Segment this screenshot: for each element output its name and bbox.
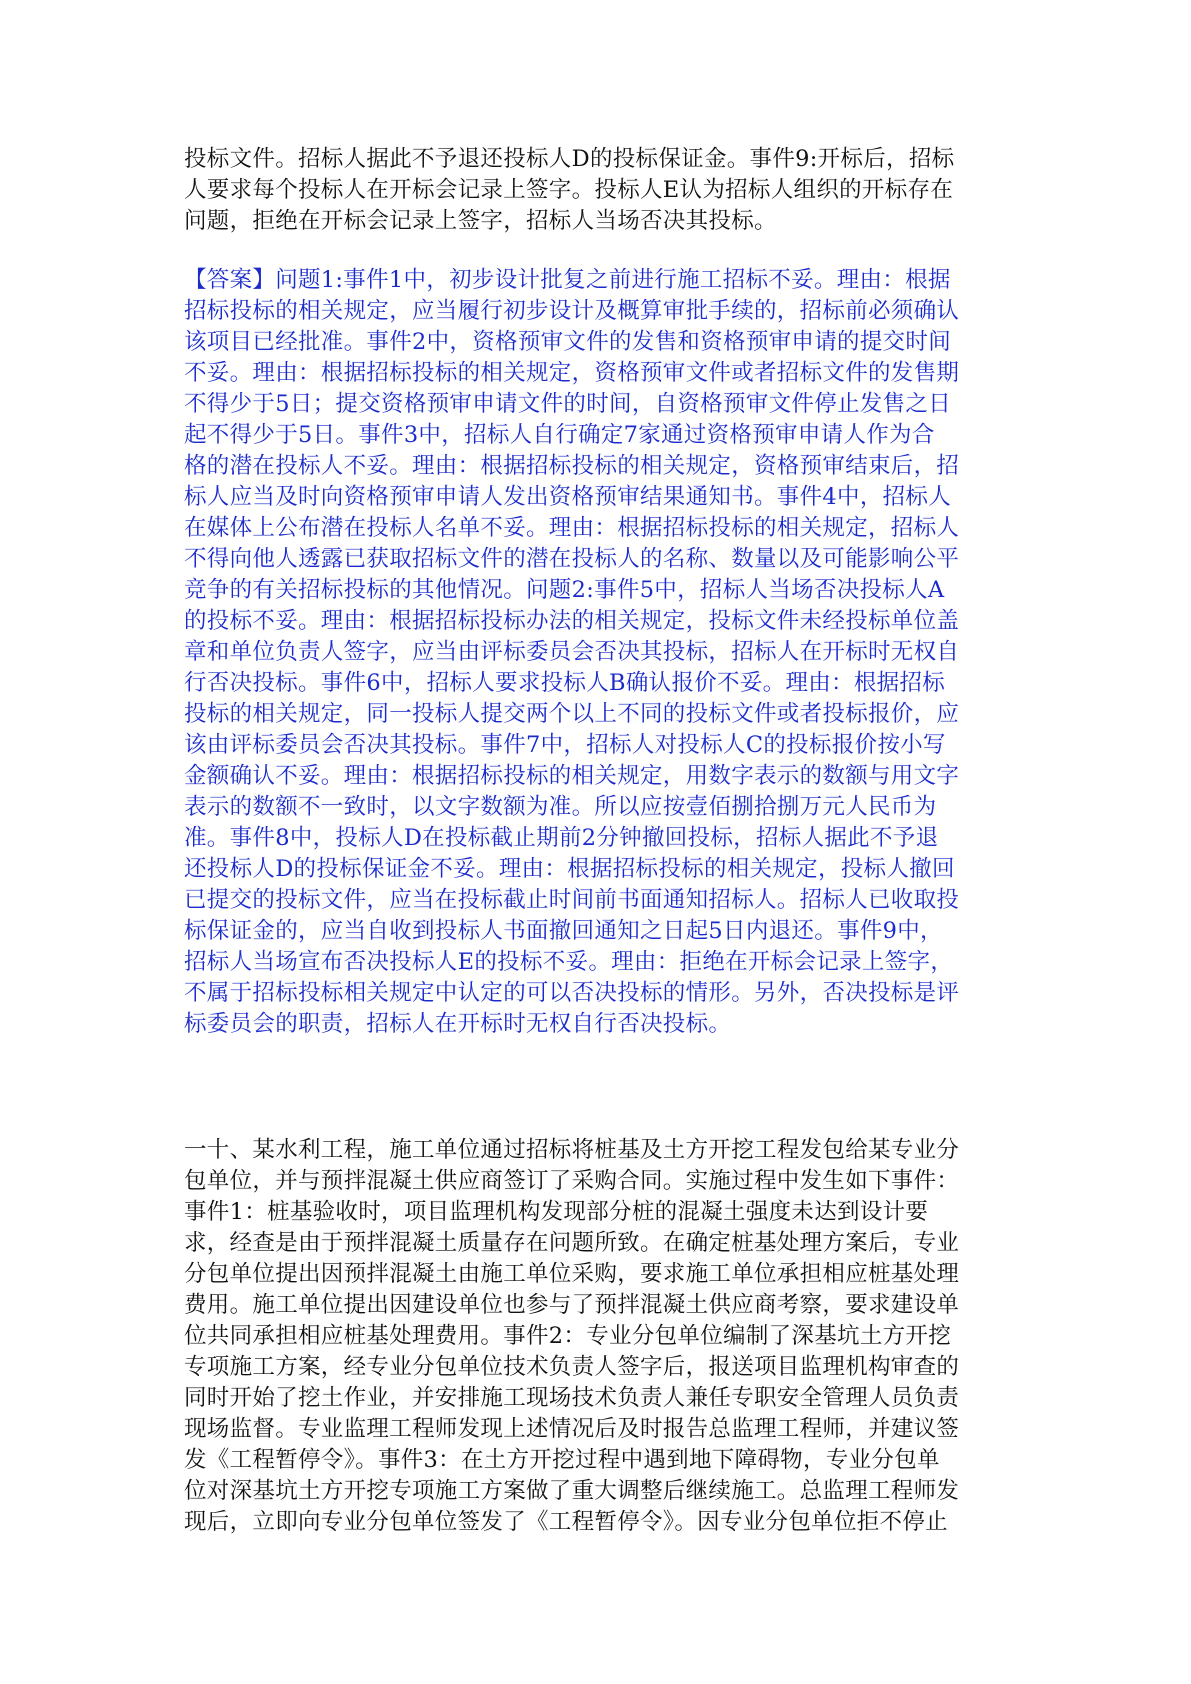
answer-paragraph [184,265,1014,1040]
answer-line: 标保证金的，应当自收到投标人书面撤回通知之日起5日内退还。事件9中， [184,918,943,944]
answer-line: 行否决投标。事件6中，招标人要求投标人B确认报价不妥。理由：根据招标 [184,670,946,696]
answer-line: 起不得少于5日。事件3中，招标人自行确定7家通过资格预审申请人作为合 [184,422,935,448]
intro-paragraph [184,144,1014,237]
answer-line: 投标的相关规定，同一投标人提交两个以上不同的投标文件或者投标报价，应 [184,701,960,727]
question-line: 分包单位提出因预拌混凝土由施工单位采购，要求施工单位承担相应桩基处理 [184,1261,960,1287]
question-line: 事件1：桩基验收时，项目监理机构发现部分桩的混凝土强度未达到设计要 [184,1199,929,1225]
answer-line: 的投标不妥。理由：根据招标投标办法的相关规定，投标文件未经投标单位盖 [184,608,960,634]
answer-line: 竞争的有关招标投标的其他情况。问题2:事件5中，招标人当场否决投标人A [184,577,945,603]
text-line: 投标文件。招标人据此不予退还投标人D的投标保证金。事件9:开标后，招标 [184,146,955,172]
answer-line: 不得向他人透露已获取招标文件的潜在投标人的名称、数量以及可能影响公平 [184,546,960,572]
question-line: 位共同承担相应桩基处理费用。事件2：专业分包单位编制了深基坑土方开挖 [184,1323,952,1349]
answer-line: 标人应当及时向资格预审申请人发出资格预审结果通知书。事件4中，招标人 [184,484,952,510]
question-line: 位对深基坑土方开挖专项施工方案做了重大调整后继续施工。总监理工程师发 [184,1478,960,1504]
answer-line: 格的潜在投标人不妥。理由：根据招标投标的相关规定，资格预审结束后，招 [184,453,960,479]
answer-line: 该项目已经批准。事件2中，资格预审文件的发售和资格预审申请的提交时间 [184,329,952,355]
question-line: 专项施工方案，经专业分包单位技术负责人签字后，报送项目监理机构审查的 [184,1354,960,1380]
question-line: 现后，立即向专业分包单位签发了《工程暂停令》。因专业分包单位拒不停止 [184,1509,948,1535]
answer-line: 不属于招标投标相关规定中认定的可以否决投标的情形。另外，否决投标是评 [184,980,960,1006]
answer-line: 招标投标的相关规定，应当履行初步设计及概算审批手续的，招标前必须确认 [184,298,960,324]
question-line: 同时开始了挖土作业，并安排施工现场技术负责人兼任专职安全管理人员负责 [184,1385,960,1411]
answer-line: 还投标人D的投标保证金不妥。理由：根据招标投标的相关规定，投标人撤回 [184,856,955,882]
question-paragraph [184,1135,1014,1538]
answer-line: 金额确认不妥。理由：根据招标投标的相关规定，用数字表示的数额与用文字 [184,763,960,789]
answer-line: 标委员会的职责，招标人在开标时无权自行否决投标。 [184,1011,732,1037]
answer-line: 表示的数额不一致时，以文字数额为准。所以应按壹佰捌拾捌万元人民币为 [184,794,937,820]
question-line: 一十、某水利工程，施工单位通过招标将桩基及土方开挖工程发包给某专业分 [184,1137,960,1163]
question-line: 现场监督。专业监理工程师发现上述情况后及时报告总监理工程师，并建议签 [184,1416,960,1442]
question-line: 费用。施工单位提出因建设单位也参与了预拌混凝土供应商考察，要求建设单 [184,1292,960,1318]
answer-line: 已提交的投标文件，应当在投标截止时间前书面通知招标人。招标人已收取投 [184,887,960,913]
answer-line: 在媒体上公布潜在投标人名单不妥。理由：根据招标投标的相关规定，招标人 [184,515,960,541]
question-line: 包单位，并与预拌混凝土供应商签订了采购合同。实施过程中发生如下事件： [184,1168,960,1194]
answer-line: 不得少于5日；提交资格预审申请文件的时间，自资格预审文件停止发售之日 [184,391,952,417]
question-line: 求，经查是由于预拌混凝土质量存在问题所致。在确定桩基处理方案后，专业 [184,1230,960,1256]
answer-line: 章和单位负责人签字，应当由评标委员会否决其投标，招标人在开标时无权自 [184,639,960,665]
question-line: 发《工程暂停令》。事件3：在土方开挖过程中遇到地下障碍物，专业分包单 [184,1447,940,1473]
answer-line: 该由评标委员会否决其投标。事件7中，招标人对投标人C的投标报价按小写 [184,732,946,758]
text-line: 人要求每个投标人在开标会记录上签字。投标人E认为招标人组织的开标存在 [184,177,954,203]
answer-line: 不妥。理由：根据招标投标的相关规定，资格预审文件或者招标文件的发售期 [184,360,960,386]
answer-line: 准。事件8中，投标人D在投标截止期前2分钟撤回投标，招标人据此不予退 [184,825,939,851]
text-line: 问题，拒绝在开标会记录上签字，招标人当场否决其投标。 [184,208,777,234]
answer-line: 【答案】问题1:事件1中，初步设计批复之前进行施工招标不妥。理由：根据 [184,267,951,293]
answer-line: 招标人当场宣布否决投标人E的投标不妥。理由：拒绝在开标会记录上签字， [184,949,954,975]
